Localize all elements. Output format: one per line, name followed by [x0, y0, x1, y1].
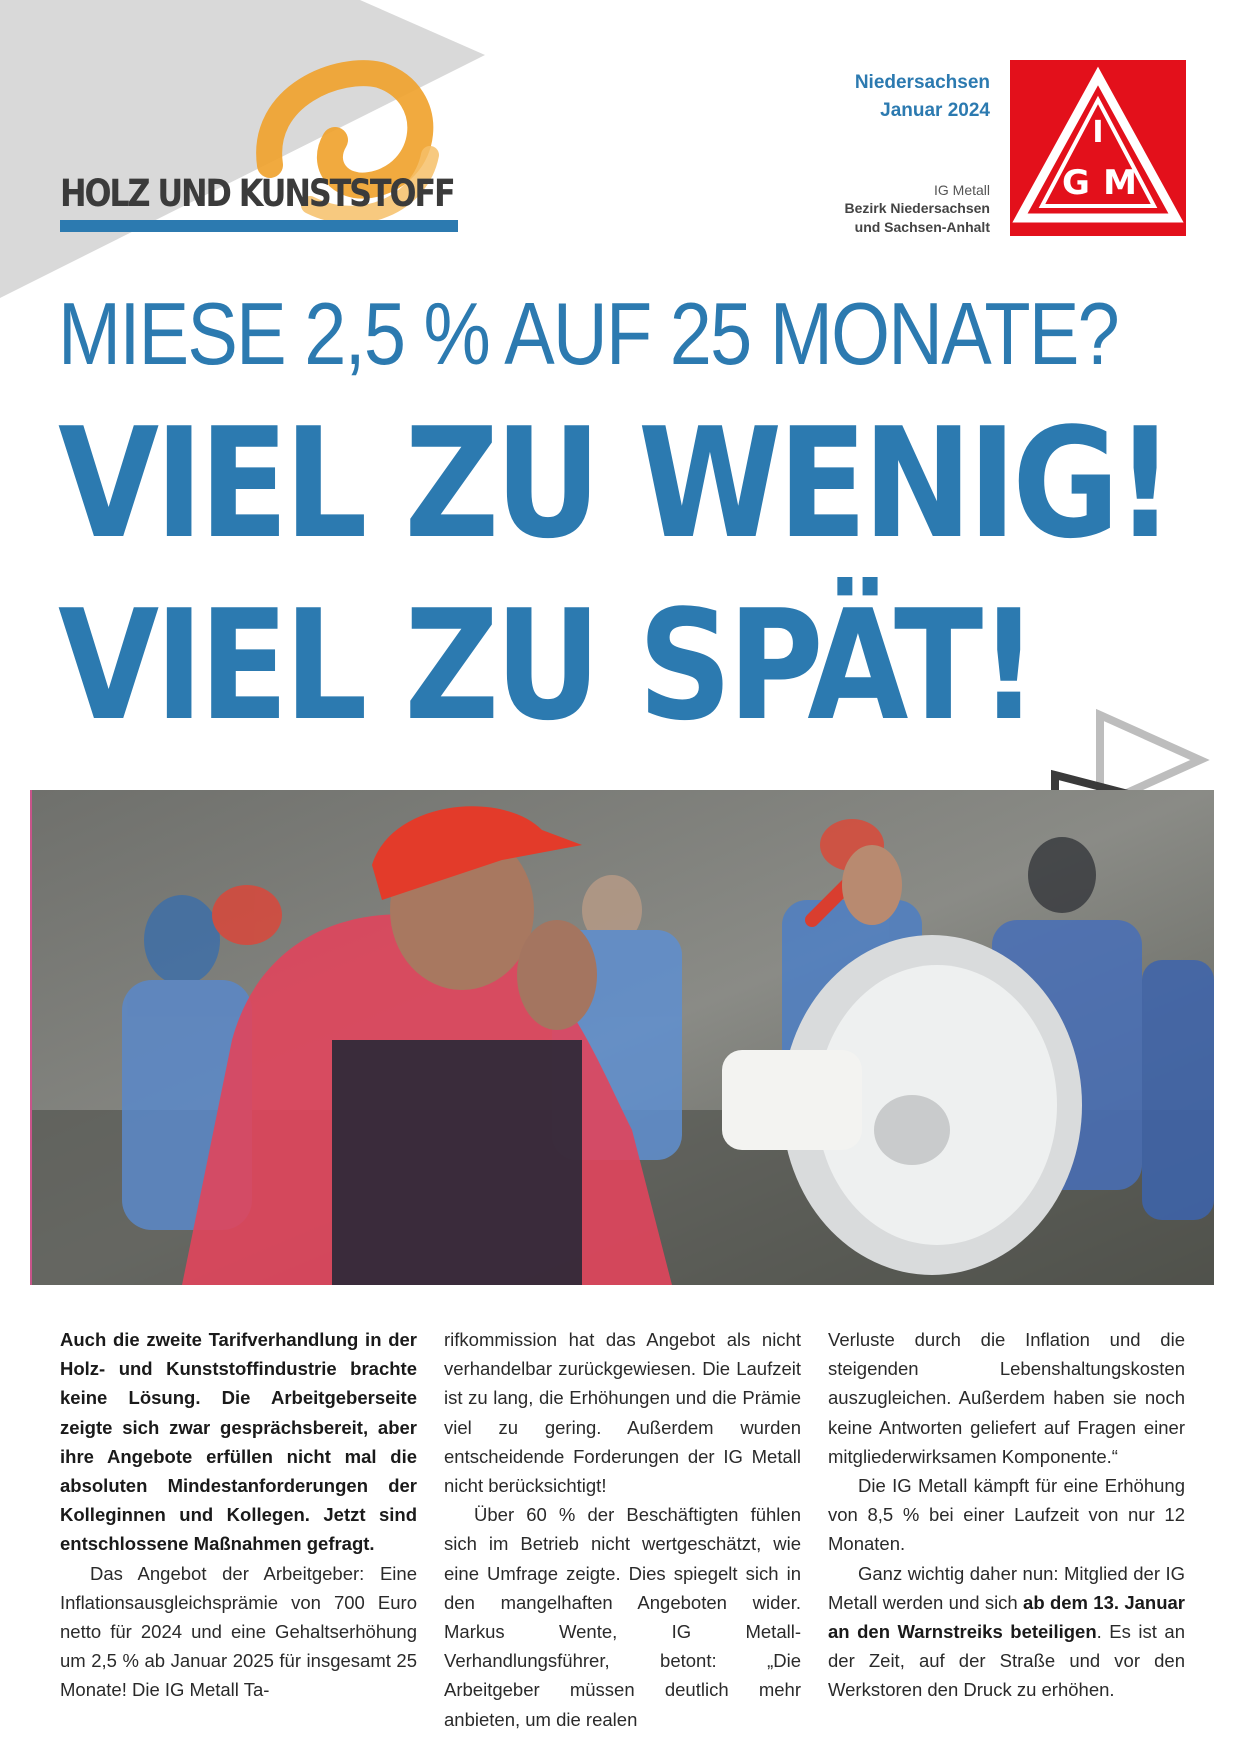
headline-kicker: MIESE 2,5 % AUF 25 MONATE?: [58, 284, 1119, 383]
issue-date: Januar 2024: [880, 100, 990, 121]
cta-text-highlight: ab dem 13. Januar an den Warnstreiks beteiligen: [828, 1591, 1185, 1643]
logo-letter-g: G: [1062, 163, 1090, 203]
logo-letter-m: M: [1103, 163, 1137, 203]
article-paragraph: Über 60 % der Beschäftigten fühlen sich im Betrieb nicht wertgeschätzt, wie eine Umfrage zeigte. Dies spiegelt sich in den mangelhaften Angeboten wider. Markus Wente, IG Metall-Verhandlungsführer, betont: „Die Arbeitgeber müssen deutlich mehr anbieten, um die realen: [444, 1504, 801, 1730]
district-line-1: Bezirk Niedersachsen: [844, 200, 990, 216]
hero-photo: [30, 790, 1214, 1285]
headline-line-2: VIEL ZU SPÄT!: [58, 577, 1035, 754]
article-paragraph: Die IG Metall kämpft für eine Erhöhung von 8,5 % bei einer Laufzeit von nur 12 Monaten.: [828, 1475, 1185, 1555]
brand-swirl-logo: [250, 55, 450, 245]
cta-text-start: Ganz wichtig daher nun: Mitglied der IG Metall werden und sich: [828, 1562, 1185, 1613]
district-line-2: und Sachsen-Anhalt: [854, 219, 990, 235]
article-paragraph: Verluste durch die Inflation und die steigenden Lebenshaltungskosten auszugleichen. Außerdem haben sie noch keine Antworten geliefert auf Fragen einer mitgliederwirksamen Komponente.“: [828, 1329, 1185, 1467]
headline-line-1: VIEL ZU WENIG!: [58, 395, 1171, 572]
region-label: Niedersachsen: [854, 72, 990, 93]
article-paragraph: Das Angebot der Arbeitgeber: Eine Inflationsausgleichsprämie von 700 Euro netto für 2024 und eine Gehaltserhöhung um 2,5 % ab Januar 2025 für insgesamt 25 Monate! Die IG Metall Ta-: [60, 1562, 417, 1701]
brand-underline: [60, 220, 458, 232]
org-name: IG Metall: [933, 182, 990, 198]
article-call-to-action: [828, 1559, 1185, 1705]
article-lead: Auch die zweite Tarifverhandlung in der Holz- und Kunststoffindustrie brachte keine Lösung. Die Arbeitgeberseite zeigte sich zwar gesprächsbereit, aber ihre Angebote erfüllen nicht mal die absoluten Mindestanforderungen der Kolleginnen und Kollegen. Jetzt sind entschlossene Maßnahmen gefragt.: [60, 1329, 417, 1555]
article-paragraph: rifkommission hat das Angebot als nicht verhandelbar zurückgewiesen. Die Laufzeit ist zu lang, die Erhöhungen und die Prämie viel zu gering. Außerdem wurden entscheidende Forderungen der IG Metall nicht berücksichtigt!: [444, 1329, 801, 1497]
logo-letter-i: I: [1092, 115, 1104, 150]
cta-text-end: . Es ist an der Zeit, auf der Straße und vor den Werkstoren den Druck zu erhöhen.: [828, 1621, 1185, 1701]
brand-name: HOLZ UND KUNSTSTOFF: [60, 172, 454, 215]
article-column-1: [60, 1325, 417, 1705]
igm-logo: [1010, 60, 1186, 236]
article-column-2: [444, 1325, 801, 1734]
article-column-3: [828, 1325, 1185, 1705]
